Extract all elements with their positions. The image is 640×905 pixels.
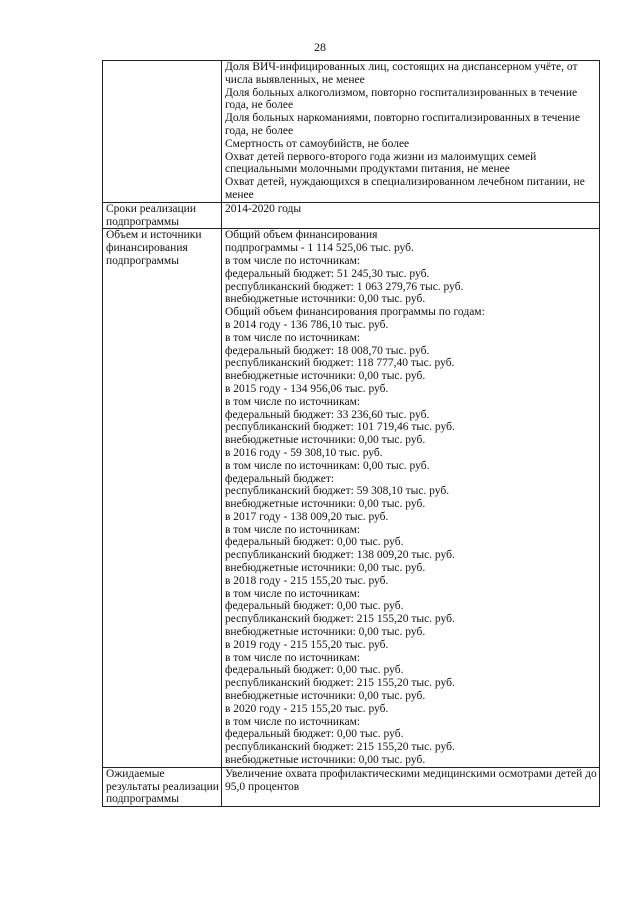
subprogram-passport-table [102,60,600,807]
list-item: подпрограммы - 1 114 525,06 тыс. руб. [225,242,414,255]
list-item: внебюджетные источники: 0,00 тыс. руб. [225,754,426,767]
list-item: республиканский бюджет: 215 155,20 тыс. руб. [225,677,455,690]
list-item: внебюджетные источники: 0,00 тыс. руб. [225,293,426,306]
list-item: федеральный бюджет: 0,00 тыс. руб. [225,728,404,741]
list-item: федеральный бюджет: 33 236,60 тыс. руб. [225,408,430,421]
list-item: внебюджетные источники: 0,00 тыс. руб. [225,562,426,575]
row-label: Ожидаемые результаты реализации подпрограммы [103,767,222,806]
list-item: Смертность от самоубийств, не более [225,137,410,150]
list-item: Охват детей, нуждающихся в специализированном лечебном питании, не менее [225,176,585,201]
list-item: республиканский бюджет: 138 009,20 тыс. руб. [225,549,455,562]
list-item: республиканский бюджет: 118 777,40 тыс. руб. [225,357,455,370]
table-row-indicators [103,61,600,203]
list-item: 2014-2020 годы [225,202,302,215]
list-item: внебюджетные источники: 0,00 тыс. руб. [225,690,426,703]
list-item: федеральный бюджет: 0,00 тыс. руб. [225,664,404,677]
list-item: в 2019 году - 215 155,20 тыс. руб. [225,638,389,651]
list-item: федеральный бюджет: 51 245,30 тыс. руб. [225,267,430,280]
list-item: Общий объем финансирования [225,229,378,242]
list-item: в 2015 году - 134 956,06 тыс. руб. [225,382,389,395]
row-content [222,767,600,806]
list-item: федеральный бюджет: 0,00 тыс. руб. [225,536,404,549]
list-item: внебюджетные источники: 0,00 тыс. руб. [225,370,426,383]
row-content [222,202,600,229]
list-item: Доля больных алкоголизмом, повторно госпитализированных в течение года, не более [225,86,578,112]
list-item: Охват детей первого-второго года жизни из малоимущих семей специальными молочными продуктами питания, не менее [225,150,537,176]
list-item: внебюджетные источники: 0,00 тыс. руб. [225,626,426,639]
list-item: в том числе по источникам: [225,254,361,267]
list-item: Увеличение охвата профилактическими медицинскими осмотрами детей до 95,0 процентов [225,767,597,793]
list-item: республиканский бюджет: 1 063 279,76 тыс. руб. [225,280,464,293]
page-number: 28 [314,40,326,54]
list-item: в том числе по источникам: 0,00 тыс. руб. [225,459,430,472]
list-item: в 2014 году - 136 786,10 тыс. руб. [225,318,389,331]
row-label: Сроки реализации подпрограммы [103,202,222,229]
list-item: Общий объем финансирования программы по годам: [225,306,485,319]
list-item: республиканский бюджет: 215 155,20 тыс. руб. [225,741,455,754]
list-item: внебюджетные источники: 0,00 тыс. руб. [225,434,426,447]
list-item: в том числе по источникам: [225,715,361,728]
list-item: в 2020 году - 215 155,20 тыс. руб. [225,702,389,715]
list-item: республиканский бюджет: 215 155,20 тыс. руб. [225,613,455,626]
list-item: в 2016 году - 59 308,10 тыс. руб. [225,446,383,459]
list-item: внебюджетные источники: 0,00 тыс. руб. [225,498,426,511]
list-item: федеральный бюджет: 0,00 тыс. руб. [225,600,404,613]
row-label: Объем и источники финансирования подпрограммы [103,229,222,767]
list-item: в том числе по источникам: [225,523,361,536]
list-item: в том числе по источникам: [225,395,361,408]
list-item: республиканский бюджет: 101 719,46 тыс. руб. [225,421,455,434]
table-row-results [103,767,600,806]
list-item: федеральный бюджет: [225,472,335,485]
row-label [103,61,222,203]
row-content [222,229,600,767]
list-item: Доля ВИЧ-инфицированных лиц, состоящих на диспансерном учёте, от числа выявленных, не менее [225,61,578,86]
list-item: в том числе по источникам: [225,331,361,344]
list-item: федеральный бюджет: 18 008,70 тыс. руб. [225,344,430,357]
list-item: в том числе по источникам: [225,651,361,664]
table-row-timeline [103,202,600,229]
list-item: в том числе по источникам: [225,587,361,600]
list-item: республиканский бюджет: 59 308,10 тыс. руб. [225,485,450,498]
list-item: в 2018 году - 215 155,20 тыс. руб. [225,574,389,587]
table-row-financing [103,229,600,767]
list-item: Доля больных наркоманиями, повторно госпитализированных в течение года, не более [225,112,580,137]
list-item: в 2017 году - 138 009,20 тыс. руб. [225,510,389,523]
row-content [222,61,600,203]
